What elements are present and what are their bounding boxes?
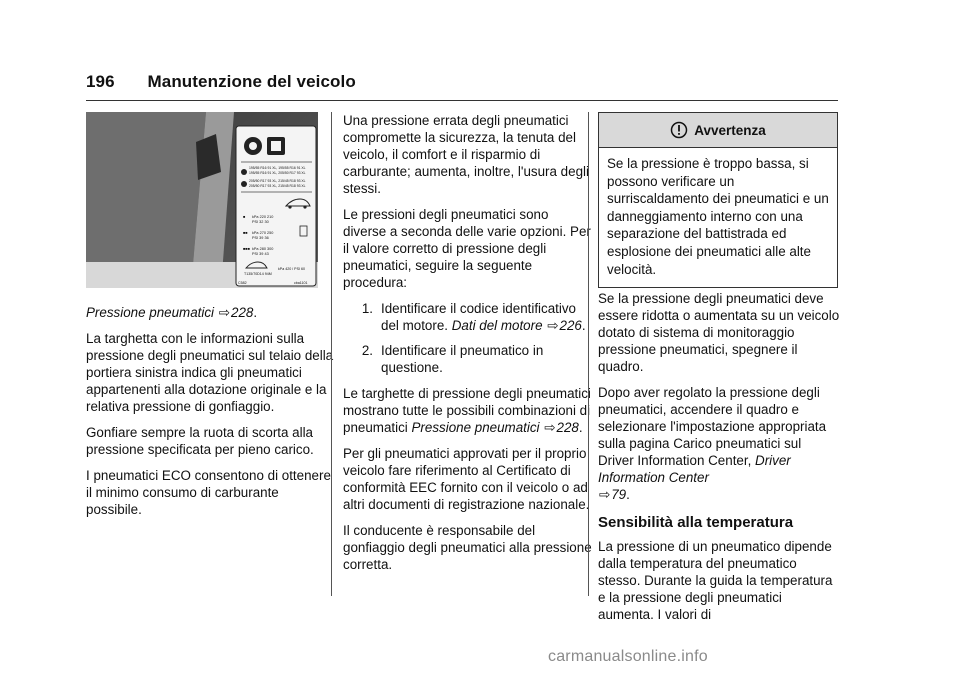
paragraph: Dopo aver regolato la pressione degli pneumatici, accendere il quadro e selezionare l'impostazione appropriata sulla pagina Carico pneumatici sul Driver Information Center, Driver Information Center ⇨79. [598,385,827,502]
warning-text: Se la pressione è troppo bassa, si possono verificare un surriscaldamento dei pneumatici e un danneggiamento interno con una separazione del battistrada ed esplosione dei pneumatici alle alte velocità. [607,156,829,277]
spare-pressure: kPa 420 / PSI 60 [278,267,305,271]
svg-text:■■■: ■■■ [243,247,250,251]
paragraph-ref[interactable]: Driver Information Center [598,453,791,485]
figure-code-left: C582 [238,281,247,285]
pressure-psi: PSI 39 36 [252,236,269,240]
svg-text:■: ■ [243,215,246,219]
paragraph-ref-page[interactable]: 79 [611,487,627,502]
column-divider [588,112,589,596]
paragraph-text: Le targhette di pressione degli pneumatici mostrano tutte le possibili combinazioni di pneumatici [343,386,591,435]
subheading: Sensibilità alla temperatura [598,514,794,531]
caption-ref[interactable]: 228 [231,305,254,320]
step-number: 1. [361,301,373,316]
pressure-kpa: kPa 270 250 [252,231,274,235]
warning-box [598,112,838,288]
tyre-size-row: 195/55 R16 91 XL, 205/50 R17 93 XL [249,171,306,175]
tyre-label-figure [86,112,318,288]
paragraph: La targhetta con le informazioni sulla pressione degli pneumatici sul telaio della portiera sinistra indica gli pneumatici appartenenti alla dotazione originale e la relativa pressione di gonfiaggio. [86,331,334,414]
watermark: carmanualsonline.info [548,648,708,665]
header-rule [86,100,838,101]
step-ref-page[interactable]: 226 [559,318,582,333]
spare-tyre-size: T135/70D14 94M [244,272,272,276]
page-header [86,72,356,92]
paragraph-ref-page[interactable]: 228 [556,420,579,435]
right-column [598,290,840,632]
left-column [86,304,336,527]
page-ref-arrow-icon: ⇨ [544,420,556,435]
page-number: 196 [86,72,115,91]
page-ref-arrow-icon: ⇨ [599,487,611,502]
paragraph: Le targhette di pressione degli pneumatici mostrano tutte le possibili combinazioni di pneumatici Pressione pneumatici ⇨228. [343,386,591,435]
pressure-kpa: kPa 280 300 [252,247,274,251]
page-ref-arrow-icon: ⇨ [547,318,559,333]
section-title: Manutenzione del veicolo [147,72,356,91]
caption-text: Pressione pneumatici [86,305,215,320]
paragraph: Per gli pneumatici approvati per il proprio veicolo fare riferimento al Certificato di conformità EEC fornito con il veicolo o ad altri documenti di registrazione nazionale. [343,446,590,512]
paragraph: Gonfiare sempre la ruota di scorta alla pressione specificata per pieno carico. [86,425,314,457]
step-text: Identificare il pneumatico in questione. [381,343,544,375]
paragraph: Se la pressione degli pneumatici deve essere ridotta o aumentata su un veicolo dotato di sistema di monitoraggio pressione pneumatici, spegnere il quadro. [598,291,840,374]
page-ref-arrow-icon: ⇨ [218,305,230,320]
warning-icon [670,121,688,139]
list-item [343,342,593,376]
figure-caption: Pressione pneumatici ⇨228. [86,305,258,320]
paragraph-ref[interactable]: Pressione pneumatici [411,420,540,435]
procedure-list [343,300,593,376]
paragraph: Il conducente è responsabile del gonfiaggio degli pneumatici alla pressione corretta. [343,523,592,572]
step-number: 2. [361,343,373,358]
tyre-size-row: 205/50 R17 93 XL, 215/45 R18 93 XL [249,179,306,183]
tyre-size-row: 195/55 R16 91 XL, 195/55 R16 91 XL [249,166,306,170]
tyre-label-illustration [86,112,318,288]
pressure-psi: PSI 39 43 [252,252,269,256]
figure-code-right: cba1101 [294,281,308,285]
pressure-psi: PSI 32 30 [252,220,269,224]
list-item: 1. Identificare il codice identificativo del motore. Dati del motore ⇨226. [343,300,593,334]
paragraph: I pneumatici ECO consentono di ottenere il minimo consumo di carburante possibile. [86,468,331,517]
column-divider [331,112,332,596]
step-text: Identificare il codice identificativo del motore. [381,301,577,333]
middle-column [343,112,593,582]
tyre-size-row: 205/50 R17 93 XL, 215/45 R18 93 XL [249,184,306,188]
pressure-kpa: kPa 220 210 [252,215,274,219]
door-panel [86,112,206,288]
paragraph: Una pressione errata degli pneumatici compromette la sicurezza, la tenuta del veicolo, il comfort e il risparmio di carburante; aumenta, inoltre, l'usura degli stessi. [343,113,589,196]
svg-text:■■: ■■ [243,231,248,235]
step-ref[interactable]: Dati del motore [451,318,543,333]
paragraph: La pressione di un pneumatico dipende dalla temperatura del pneumatico stesso. Durante la guida la temperatura e la pressione degli pneumatici aumenta. I valori di [598,539,833,622]
warning-header [599,113,837,148]
paragraph: Le pressioni degli pneumatici sono diverse a seconda delle varie opzioni. Per il valore corretto di pressione degli pneumatici, seguire la seguente procedura: [343,207,591,290]
warning-title: Avvertenza [694,122,766,138]
paragraph-text: Dopo aver regolato la pressione degli pneumatici, accendere il quadro e selezionare l'impostazione appropriata sulla pagina Carico pneumatici sul Driver Information Center, [598,385,827,468]
